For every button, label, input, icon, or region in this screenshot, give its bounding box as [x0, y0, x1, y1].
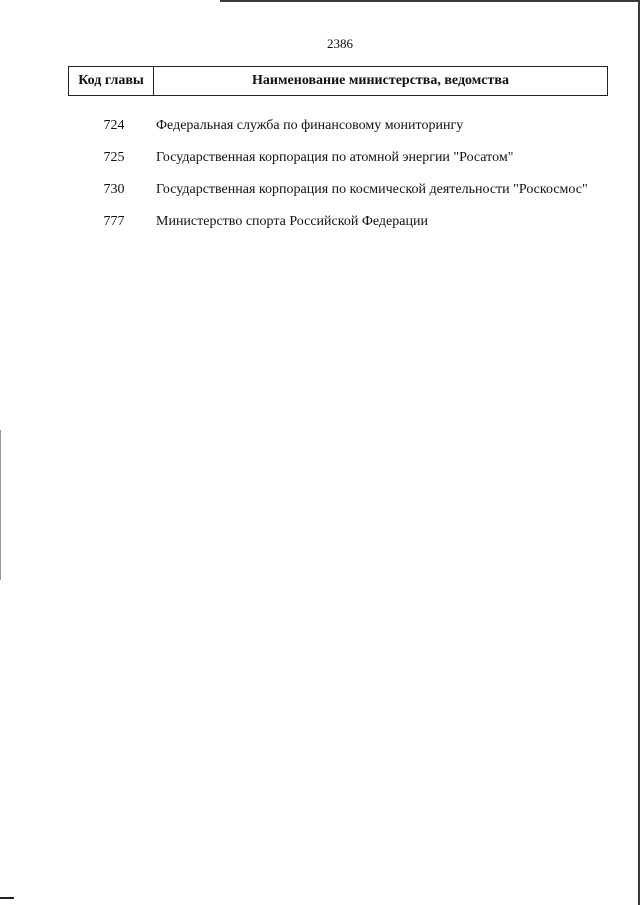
scan-edge-top	[220, 0, 640, 2]
table-body	[0, 116, 640, 244]
table-header	[68, 66, 608, 96]
table-row	[0, 116, 640, 135]
header-name-column: Наименование министерства, ведомства	[252, 73, 509, 88]
scan-mark-bottom	[0, 897, 14, 899]
row-name: Федеральная служба по финансовому мониторингу	[156, 118, 464, 133]
scan-edge-left	[0, 430, 1, 580]
table-row	[0, 148, 640, 167]
row-name: Государственная корпорация по атомной энергии "Росатом"	[156, 150, 514, 165]
row-name: Министерство спорта Российской Федерации	[156, 214, 428, 229]
table-row	[0, 180, 640, 199]
row-code: 725	[103, 150, 125, 165]
row-name: Государственная корпорация по космической деятельности "Роскосмос"	[156, 182, 588, 197]
header-code-column: Код главы	[69, 67, 154, 95]
page-number: 2386	[327, 36, 353, 51]
row-code: 777	[103, 214, 125, 229]
row-code: 724	[103, 118, 125, 133]
table-row	[0, 212, 640, 231]
row-code: 730	[103, 182, 125, 197]
